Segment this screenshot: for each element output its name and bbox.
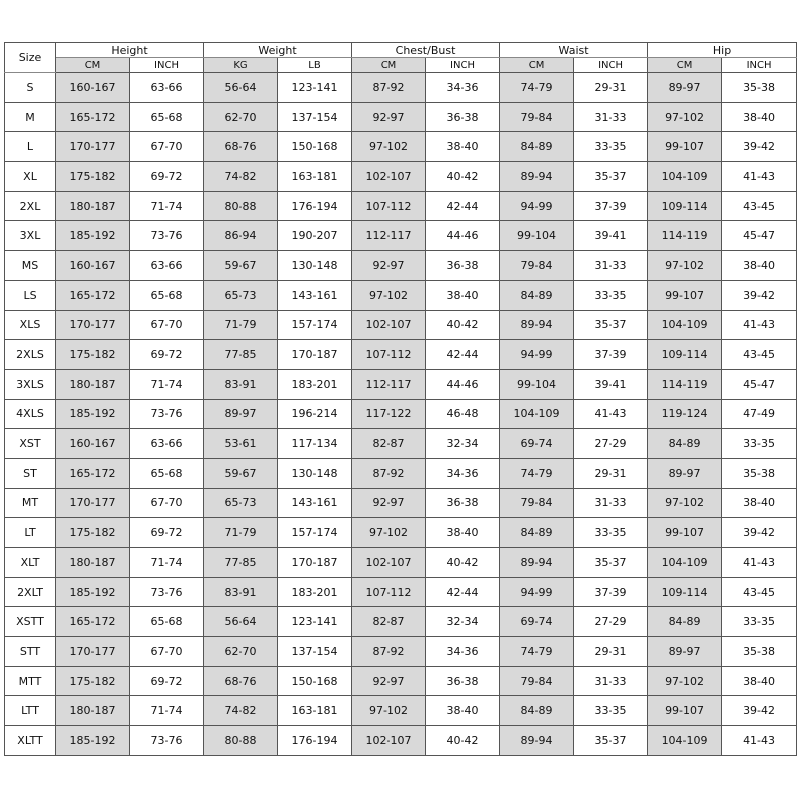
value-cell: 150-168 — [278, 666, 352, 696]
value-cell: 94-99 — [500, 191, 574, 221]
size-cell: LTT — [5, 696, 56, 726]
value-cell: 43-45 — [722, 577, 797, 607]
value-cell: 33-35 — [574, 696, 648, 726]
size-cell: 3XL — [5, 221, 56, 251]
value-cell: 63-66 — [130, 251, 204, 281]
value-cell: 160-167 — [56, 429, 130, 459]
size-cell: ST — [5, 458, 56, 488]
value-cell: 42-44 — [426, 577, 500, 607]
value-cell: 39-41 — [574, 369, 648, 399]
unit-header-row — [5, 58, 797, 73]
value-cell: 92-97 — [352, 666, 426, 696]
value-cell: 79-84 — [500, 251, 574, 281]
value-cell: 77-85 — [204, 548, 278, 578]
unit-header-inch: INCH — [722, 58, 797, 73]
value-cell: 170-177 — [56, 310, 130, 340]
value-cell: 86-94 — [204, 221, 278, 251]
value-cell: 29-31 — [574, 73, 648, 103]
value-cell: 33-35 — [722, 429, 797, 459]
value-cell: 157-174 — [278, 310, 352, 340]
value-cell: 63-66 — [130, 429, 204, 459]
value-cell: 117-122 — [352, 399, 426, 429]
value-cell: 31-33 — [574, 488, 648, 518]
value-cell: 97-102 — [352, 696, 426, 726]
group-header-row — [5, 43, 797, 58]
table-row — [5, 488, 797, 518]
value-cell: 84-89 — [648, 607, 722, 637]
value-cell: 99-107 — [648, 696, 722, 726]
value-cell: 69-74 — [500, 429, 574, 459]
size-column-header: Size — [5, 43, 56, 73]
value-cell: 31-33 — [574, 666, 648, 696]
unit-header-cm: CM — [500, 58, 574, 73]
table-row — [5, 191, 797, 221]
value-cell: 163-181 — [278, 162, 352, 192]
value-cell: 165-172 — [56, 102, 130, 132]
unit-header-cm: CM — [352, 58, 426, 73]
value-cell: 62-70 — [204, 102, 278, 132]
size-cell: MS — [5, 251, 56, 281]
table-row — [5, 132, 797, 162]
value-cell: 89-94 — [500, 310, 574, 340]
value-cell: 31-33 — [574, 251, 648, 281]
value-cell: 65-68 — [130, 280, 204, 310]
group-header-weight: Weight — [204, 43, 352, 58]
value-cell: 74-79 — [500, 637, 574, 667]
value-cell: 73-76 — [130, 399, 204, 429]
value-cell: 40-42 — [426, 310, 500, 340]
value-cell: 63-66 — [130, 73, 204, 103]
value-cell: 160-167 — [56, 73, 130, 103]
value-cell: 97-102 — [648, 102, 722, 132]
value-cell: 79-84 — [500, 666, 574, 696]
value-cell: 143-161 — [278, 488, 352, 518]
value-cell: 45-47 — [722, 369, 797, 399]
value-cell: 97-102 — [648, 666, 722, 696]
table-row — [5, 696, 797, 726]
size-cell: STT — [5, 637, 56, 667]
value-cell: 176-194 — [278, 191, 352, 221]
value-cell: 130-148 — [278, 458, 352, 488]
value-cell: 104-109 — [500, 399, 574, 429]
value-cell: 89-94 — [500, 726, 574, 756]
value-cell: 69-72 — [130, 162, 204, 192]
value-cell: 112-117 — [352, 369, 426, 399]
value-cell: 42-44 — [426, 191, 500, 221]
value-cell: 165-172 — [56, 280, 130, 310]
table-row — [5, 518, 797, 548]
unit-header-inch: INCH — [426, 58, 500, 73]
value-cell: 170-187 — [278, 340, 352, 370]
value-cell: 39-42 — [722, 132, 797, 162]
value-cell: 71-74 — [130, 369, 204, 399]
value-cell: 74-82 — [204, 162, 278, 192]
value-cell: 104-109 — [648, 548, 722, 578]
value-cell: 175-182 — [56, 340, 130, 370]
value-cell: 89-97 — [648, 73, 722, 103]
value-cell: 59-67 — [204, 458, 278, 488]
value-cell: 77-85 — [204, 340, 278, 370]
value-cell: 46-48 — [426, 399, 500, 429]
size-cell: XLS — [5, 310, 56, 340]
value-cell: 170-177 — [56, 637, 130, 667]
size-chart-body — [5, 73, 797, 756]
value-cell: 73-76 — [130, 726, 204, 756]
group-header-hip: Hip — [648, 43, 797, 58]
value-cell: 71-79 — [204, 518, 278, 548]
value-cell: 102-107 — [352, 726, 426, 756]
value-cell: 56-64 — [204, 73, 278, 103]
value-cell: 67-70 — [130, 488, 204, 518]
group-header-height: Height — [56, 43, 204, 58]
value-cell: 102-107 — [352, 548, 426, 578]
value-cell: 36-38 — [426, 488, 500, 518]
value-cell: 137-154 — [278, 102, 352, 132]
group-header-waist: Waist — [500, 43, 648, 58]
value-cell: 27-29 — [574, 429, 648, 459]
value-cell: 69-74 — [500, 607, 574, 637]
value-cell: 41-43 — [574, 399, 648, 429]
table-row — [5, 162, 797, 192]
size-cell: L — [5, 132, 56, 162]
value-cell: 196-214 — [278, 399, 352, 429]
size-cell: XLT — [5, 548, 56, 578]
table-row — [5, 399, 797, 429]
value-cell: 170-187 — [278, 548, 352, 578]
value-cell: 114-119 — [648, 369, 722, 399]
value-cell: 107-112 — [352, 340, 426, 370]
value-cell: 67-70 — [130, 637, 204, 667]
unit-header-inch: INCH — [574, 58, 648, 73]
value-cell: 38-40 — [722, 666, 797, 696]
value-cell: 35-38 — [722, 73, 797, 103]
value-cell: 109-114 — [648, 191, 722, 221]
table-row — [5, 577, 797, 607]
value-cell: 65-68 — [130, 102, 204, 132]
size-cell: S — [5, 73, 56, 103]
value-cell: 33-35 — [574, 518, 648, 548]
size-cell: 2XLT — [5, 577, 56, 607]
value-cell: 38-40 — [426, 518, 500, 548]
value-cell: 45-47 — [722, 221, 797, 251]
value-cell: 35-37 — [574, 162, 648, 192]
value-cell: 102-107 — [352, 310, 426, 340]
value-cell: 47-49 — [722, 399, 797, 429]
value-cell: 165-172 — [56, 607, 130, 637]
value-cell: 185-192 — [56, 726, 130, 756]
value-cell: 33-35 — [574, 132, 648, 162]
value-cell: 37-39 — [574, 340, 648, 370]
value-cell: 35-37 — [574, 726, 648, 756]
unit-header-lb: LB — [278, 58, 352, 73]
value-cell: 180-187 — [56, 369, 130, 399]
value-cell: 107-112 — [352, 577, 426, 607]
value-cell: 119-124 — [648, 399, 722, 429]
value-cell: 65-68 — [130, 458, 204, 488]
size-cell: 2XLS — [5, 340, 56, 370]
value-cell: 44-46 — [426, 369, 500, 399]
value-cell: 83-91 — [204, 577, 278, 607]
value-cell: 82-87 — [352, 607, 426, 637]
value-cell: 32-34 — [426, 429, 500, 459]
value-cell: 41-43 — [722, 726, 797, 756]
table-row — [5, 726, 797, 756]
value-cell: 42-44 — [426, 340, 500, 370]
value-cell: 34-36 — [426, 637, 500, 667]
value-cell: 92-97 — [352, 251, 426, 281]
value-cell: 32-34 — [426, 607, 500, 637]
value-cell: 150-168 — [278, 132, 352, 162]
table-row — [5, 280, 797, 310]
value-cell: 185-192 — [56, 399, 130, 429]
value-cell: 94-99 — [500, 340, 574, 370]
value-cell: 157-174 — [278, 518, 352, 548]
value-cell: 38-40 — [722, 251, 797, 281]
value-cell: 44-46 — [426, 221, 500, 251]
value-cell: 99-107 — [648, 132, 722, 162]
size-cell: 2XL — [5, 191, 56, 221]
value-cell: 109-114 — [648, 577, 722, 607]
value-cell: 43-45 — [722, 191, 797, 221]
value-cell: 92-97 — [352, 102, 426, 132]
value-cell: 107-112 — [352, 191, 426, 221]
value-cell: 104-109 — [648, 310, 722, 340]
value-cell: 112-117 — [352, 221, 426, 251]
value-cell: 35-37 — [574, 548, 648, 578]
value-cell: 89-97 — [648, 637, 722, 667]
value-cell: 34-36 — [426, 73, 500, 103]
value-cell: 183-201 — [278, 369, 352, 399]
value-cell: 123-141 — [278, 73, 352, 103]
value-cell: 104-109 — [648, 162, 722, 192]
value-cell: 34-36 — [426, 458, 500, 488]
value-cell: 37-39 — [574, 191, 648, 221]
value-cell: 43-45 — [722, 340, 797, 370]
value-cell: 35-38 — [722, 637, 797, 667]
value-cell: 163-181 — [278, 696, 352, 726]
table-row — [5, 666, 797, 696]
unit-header-cm: CM — [648, 58, 722, 73]
value-cell: 97-102 — [648, 251, 722, 281]
value-cell: 41-43 — [722, 162, 797, 192]
value-cell: 33-35 — [722, 607, 797, 637]
value-cell: 170-177 — [56, 488, 130, 518]
size-cell: XL — [5, 162, 56, 192]
table-row — [5, 251, 797, 281]
value-cell: 36-38 — [426, 102, 500, 132]
value-cell: 165-172 — [56, 458, 130, 488]
value-cell: 36-38 — [426, 666, 500, 696]
value-cell: 67-70 — [130, 132, 204, 162]
value-cell: 89-97 — [204, 399, 278, 429]
size-cell: XLTT — [5, 726, 56, 756]
value-cell: 84-89 — [648, 429, 722, 459]
unit-header-inch: INCH — [130, 58, 204, 73]
size-cell: MTT — [5, 666, 56, 696]
value-cell: 99-104 — [500, 221, 574, 251]
value-cell: 74-79 — [500, 458, 574, 488]
value-cell: 87-92 — [352, 458, 426, 488]
value-cell: 74-82 — [204, 696, 278, 726]
value-cell: 83-91 — [204, 369, 278, 399]
group-header-chest-bust: Chest/Bust — [352, 43, 500, 58]
value-cell: 94-99 — [500, 577, 574, 607]
value-cell: 89-94 — [500, 548, 574, 578]
value-cell: 117-134 — [278, 429, 352, 459]
value-cell: 82-87 — [352, 429, 426, 459]
value-cell: 40-42 — [426, 726, 500, 756]
value-cell: 27-29 — [574, 607, 648, 637]
value-cell: 67-70 — [130, 310, 204, 340]
value-cell: 92-97 — [352, 488, 426, 518]
value-cell: 104-109 — [648, 726, 722, 756]
value-cell: 56-64 — [204, 607, 278, 637]
size-cell: MT — [5, 488, 56, 518]
value-cell: 180-187 — [56, 696, 130, 726]
value-cell: 73-76 — [130, 577, 204, 607]
value-cell: 65-68 — [130, 607, 204, 637]
value-cell: 176-194 — [278, 726, 352, 756]
value-cell: 89-94 — [500, 162, 574, 192]
table-row — [5, 458, 797, 488]
value-cell: 99-104 — [500, 369, 574, 399]
table-row — [5, 637, 797, 667]
value-cell: 160-167 — [56, 251, 130, 281]
value-cell: 102-107 — [352, 162, 426, 192]
table-row — [5, 607, 797, 637]
value-cell: 89-97 — [648, 458, 722, 488]
table-row — [5, 369, 797, 399]
value-cell: 71-79 — [204, 310, 278, 340]
value-cell: 190-207 — [278, 221, 352, 251]
table-row — [5, 310, 797, 340]
value-cell: 65-73 — [204, 280, 278, 310]
value-cell: 175-182 — [56, 162, 130, 192]
value-cell: 40-42 — [426, 162, 500, 192]
value-cell: 84-89 — [500, 280, 574, 310]
value-cell: 38-40 — [426, 132, 500, 162]
value-cell: 109-114 — [648, 340, 722, 370]
table-row — [5, 221, 797, 251]
size-chart-table — [4, 42, 797, 756]
value-cell: 80-88 — [204, 726, 278, 756]
value-cell: 71-74 — [130, 696, 204, 726]
value-cell: 41-43 — [722, 310, 797, 340]
value-cell: 39-42 — [722, 518, 797, 548]
value-cell: 38-40 — [426, 280, 500, 310]
table-row — [5, 429, 797, 459]
value-cell: 84-89 — [500, 132, 574, 162]
unit-header-cm: CM — [56, 58, 130, 73]
table-row — [5, 73, 797, 103]
value-cell: 53-61 — [204, 429, 278, 459]
value-cell: 185-192 — [56, 577, 130, 607]
value-cell: 33-35 — [574, 280, 648, 310]
value-cell: 38-40 — [722, 488, 797, 518]
value-cell: 71-74 — [130, 548, 204, 578]
value-cell: 35-38 — [722, 458, 797, 488]
value-cell: 36-38 — [426, 251, 500, 281]
value-cell: 87-92 — [352, 637, 426, 667]
value-cell: 97-102 — [352, 132, 426, 162]
value-cell: 41-43 — [722, 548, 797, 578]
value-cell: 84-89 — [500, 518, 574, 548]
value-cell: 37-39 — [574, 577, 648, 607]
value-cell: 73-76 — [130, 221, 204, 251]
value-cell: 29-31 — [574, 458, 648, 488]
table-row — [5, 548, 797, 578]
value-cell: 123-141 — [278, 607, 352, 637]
value-cell: 74-79 — [500, 73, 574, 103]
table-row — [5, 102, 797, 132]
value-cell: 69-72 — [130, 666, 204, 696]
value-cell: 62-70 — [204, 637, 278, 667]
size-cell: 3XLS — [5, 369, 56, 399]
value-cell: 114-119 — [648, 221, 722, 251]
value-cell: 35-37 — [574, 310, 648, 340]
size-cell: XST — [5, 429, 56, 459]
value-cell: 69-72 — [130, 518, 204, 548]
value-cell: 180-187 — [56, 191, 130, 221]
value-cell: 69-72 — [130, 340, 204, 370]
value-cell: 68-76 — [204, 132, 278, 162]
unit-header-kg: KG — [204, 58, 278, 73]
value-cell: 97-102 — [352, 280, 426, 310]
value-cell: 39-42 — [722, 280, 797, 310]
value-cell: 87-92 — [352, 73, 426, 103]
value-cell: 185-192 — [56, 221, 130, 251]
value-cell: 80-88 — [204, 191, 278, 221]
value-cell: 65-73 — [204, 488, 278, 518]
value-cell: 130-148 — [278, 251, 352, 281]
value-cell: 84-89 — [500, 696, 574, 726]
value-cell: 59-67 — [204, 251, 278, 281]
value-cell: 79-84 — [500, 488, 574, 518]
value-cell: 39-41 — [574, 221, 648, 251]
value-cell: 99-107 — [648, 518, 722, 548]
value-cell: 31-33 — [574, 102, 648, 132]
value-cell: 79-84 — [500, 102, 574, 132]
value-cell: 29-31 — [574, 637, 648, 667]
value-cell: 137-154 — [278, 637, 352, 667]
size-cell: 4XLS — [5, 399, 56, 429]
size-cell: XSTT — [5, 607, 56, 637]
size-cell: M — [5, 102, 56, 132]
value-cell: 183-201 — [278, 577, 352, 607]
value-cell: 99-107 — [648, 280, 722, 310]
value-cell: 97-102 — [648, 488, 722, 518]
value-cell: 170-177 — [56, 132, 130, 162]
value-cell: 97-102 — [352, 518, 426, 548]
value-cell: 38-40 — [722, 102, 797, 132]
value-cell: 175-182 — [56, 518, 130, 548]
value-cell: 71-74 — [130, 191, 204, 221]
value-cell: 143-161 — [278, 280, 352, 310]
size-cell: LT — [5, 518, 56, 548]
value-cell: 175-182 — [56, 666, 130, 696]
value-cell: 39-42 — [722, 696, 797, 726]
size-cell: LS — [5, 280, 56, 310]
value-cell: 68-76 — [204, 666, 278, 696]
value-cell: 38-40 — [426, 696, 500, 726]
value-cell: 40-42 — [426, 548, 500, 578]
value-cell: 180-187 — [56, 548, 130, 578]
table-row — [5, 340, 797, 370]
